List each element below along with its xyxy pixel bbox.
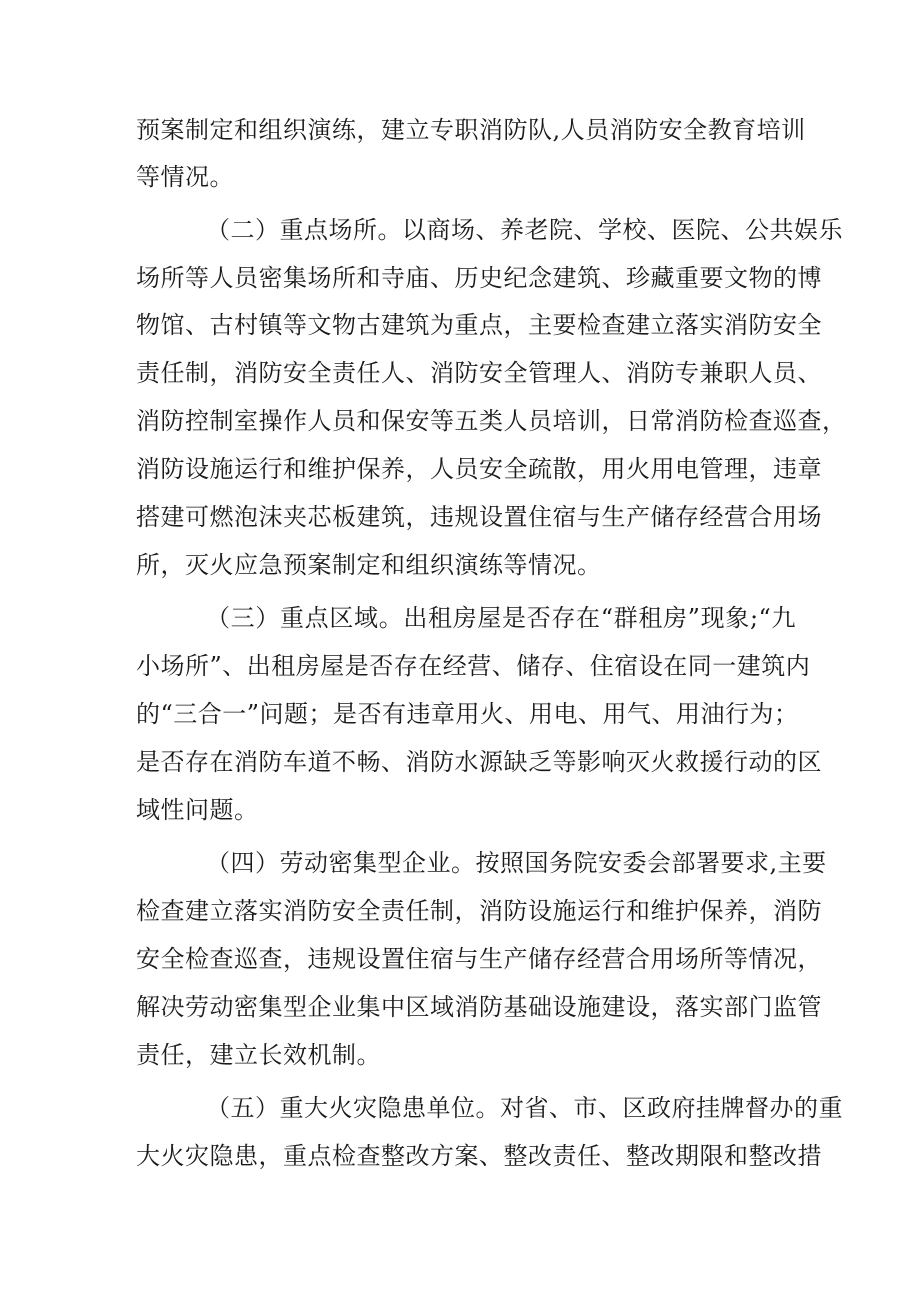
paragraph-4-line-1: （四）劳动密集型企业。按照国务院安委会部署要求,主要 — [206, 849, 827, 877]
paragraph-4-line-4: 解决劳动密集型企业集中区域消防基础设施建设，落实部门监管 — [136, 993, 822, 1021]
paragraph-3-line-4: 是否存在消防车道不畅、消防水源缺乏等影响灭火救援行动的区 — [136, 748, 822, 776]
paragraph-2-line-4: 责任制，消防安全责任人、消防安全管理人、消防专兼职人员、 — [136, 359, 822, 387]
paragraph-2-line-2: 场所等人员密集场所和寺庙、历史纪念建筑、珍藏重要文物的博 — [136, 264, 822, 292]
paragraph-3-line-3: 的“三合一”问题；是否有违章用火、用电、用气、用油行为； — [136, 700, 799, 728]
paragraph-5-line-2: 大火灾隐患，重点检查整改方案、整改责任、整改期限和整改措 — [136, 1142, 822, 1170]
paragraph-5-line-1: （五）重大火灾隐患单位。对省、市、区政府挂牌督办的重 — [206, 1094, 843, 1122]
paragraph-3-line-2: 小场所”、出租房屋是否存在经营、储存、住宿设在同一建筑内 — [136, 652, 811, 680]
paragraph-4-line-3: 安全检查巡查，违规设置住宿与生产储存经营合用场所等情况， — [136, 945, 822, 973]
paragraph-2-line-6: 消防设施运行和维护保养，人员安全疏散，用火用电管理，违章 — [136, 455, 822, 483]
paragraph-2-line-8: 所，灭火应急预案制定和组织演练等情况。 — [136, 551, 602, 579]
paragraph-4-line-5: 责任，建立长效机制。 — [136, 1041, 381, 1069]
paragraph-1-line-1: 预案制定和组织演练，建立专职消防队,人员消防安全教育培训 — [136, 116, 806, 144]
paragraph-2-line-1: （二）重点场所。以商场、养老院、学校、医院、公共娱乐 — [206, 216, 843, 244]
paragraph-1-line-2: 等情况。 — [136, 163, 234, 191]
paragraph-3-line-1: （三）重点区域。出租房屋是否存在“群租房”现象;“九 — [206, 604, 796, 632]
paragraph-2-line-7: 搭建可燃泡沫夹芯板建筑，违规设置住宿与生产储存经营合用场 — [136, 503, 822, 531]
paragraph-2-line-3: 物馆、古村镇等文物古建筑为重点，主要检查建立落实消防安全 — [136, 311, 822, 339]
paragraph-3-line-5: 域性问题。 — [136, 796, 259, 824]
paragraph-2-line-5: 消防控制室操作人员和保安等五类人员培训，日常消防检查巡查， — [136, 407, 847, 435]
paragraph-4-line-2: 检查建立落实消防安全责任制，消防设施运行和维护保养，消防 — [136, 897, 822, 925]
